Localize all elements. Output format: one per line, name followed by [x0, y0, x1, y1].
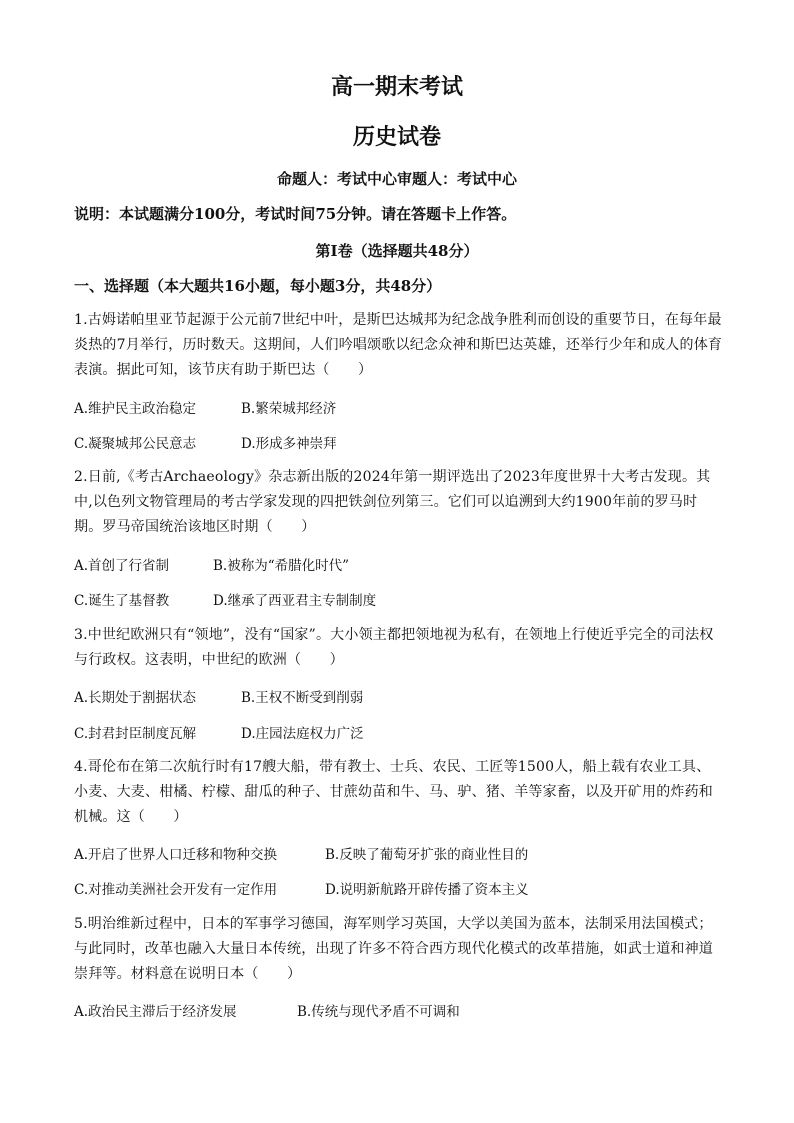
question-3-options-row-2 — [74, 722, 364, 742]
question-4-options-row-2 — [74, 878, 529, 898]
part-heading: 第Ⅰ卷（选择题共48分） — [315, 242, 479, 260]
question-4-stem: 4.哥伦布在第二次航行时有17艘大船，带有教士、士兵、农民、工匠等1500人，船上载有农业工具、小麦、大麦、柑橘、柠檬、甜瓜的种子、甘蔗幼苗和牛、马、驴、猪、羊等家畜，以及开矿用的炸药和机械。这（ ） — [74, 759, 713, 825]
option-b: B.王权不断受到削弱 — [241, 690, 364, 706]
question-2-stem: 2.日前,《考古Archaeology》杂志新出版的2024年第一期评选出了2023年度世界十大考古发现。其中,以色列文物管理局的考古学家发现的四把铁剑位列第三。它们可以追溯到大约1900年前的罗马时期。罗马帝国统治该地区时期（ ） — [74, 469, 711, 535]
option-c: C.诞生了基督教 — [74, 593, 170, 609]
option-b: B.被称为“希腊化时代” — [213, 558, 350, 574]
option-d: D.说明新航路开辟传播了资本主义 — [325, 882, 529, 898]
authors-line: 命题人：考试中心审题人：考试中心 — [276, 170, 517, 188]
exam-instructions: 说明：本试题满分100分，考试时间75分钟。请在答题卡上作答。 — [74, 205, 517, 223]
exam-title: 高一期末考试 — [330, 74, 463, 100]
option-a: A.长期处于割据状态 — [74, 690, 197, 706]
option-c: C.对推动美洲社会开发有一定作用 — [74, 882, 278, 898]
question-5-stem: 5.明治维新过程中，日本的军事学习德国，海军则学习英国，大学以美国为蓝本，法制采用法国模式；与此同时，改革也融入大量日本传统，出现了许多不符合西方现代化模式的改革措施，如武士道和神道崇拜等。材料意在说明日本（ ） — [74, 916, 713, 982]
section-heading: 一、选择题（本大题共16小题，每小题3分，共48分） — [74, 277, 442, 295]
option-c: C.封君封臣制度瓦解 — [74, 726, 197, 742]
option-d: D.形成多神崇拜 — [241, 436, 337, 452]
question-4-options-row-1 — [74, 843, 528, 863]
question-3-stem: 3.中世纪欧洲只有“领地”，没有“国家”。大小领主都把领地视为私有，在领地上行使近乎完全的司法权与行政权。这表明，中世纪的欧洲（ ） — [74, 627, 714, 668]
option-d: D.庄园法庭权力广泛 — [241, 726, 364, 742]
question-1-options-row-2 — [74, 432, 337, 452]
question-2-options-row-2 — [74, 589, 376, 609]
option-c: C.凝聚城邦公民意志 — [74, 436, 197, 452]
option-a: A.维护民主政治稳定 — [74, 401, 197, 417]
option-a: A.首创了行省制 — [74, 558, 170, 574]
question-1-stem: 1.古姆诺帕里亚节起源于公元前7世纪中叶，是斯巴达城邦为纪念战争胜利而创设的重要节日，在每年最炎热的7月举行，历时数天。这期间，人们吟唱颂歌以纪念众神和斯巴达英雄，还举行少年和成人的体育表演。据此可知，该节庆有助于斯巴达（ ） — [74, 312, 723, 378]
option-a: A.开启了世界人口迁移和物种交换 — [74, 847, 278, 863]
option-b: B.传统与现代矛盾不可调和 — [297, 1004, 460, 1020]
question-5-options-row-1 — [74, 1000, 460, 1020]
option-b: B.反映了葡萄牙扩张的商业性目的 — [325, 847, 529, 863]
subject-title: 历史试卷 — [352, 124, 441, 150]
question-3-options-row-1 — [74, 686, 363, 706]
question-2-options-row-1 — [74, 554, 349, 574]
option-d: D.继承了西亚君主专制制度 — [213, 593, 377, 609]
question-1-options-row-1 — [74, 397, 336, 417]
option-a: A.政治民主滞后于经济发展 — [74, 1004, 237, 1020]
option-b: B.繁荣城邦经济 — [241, 401, 337, 417]
